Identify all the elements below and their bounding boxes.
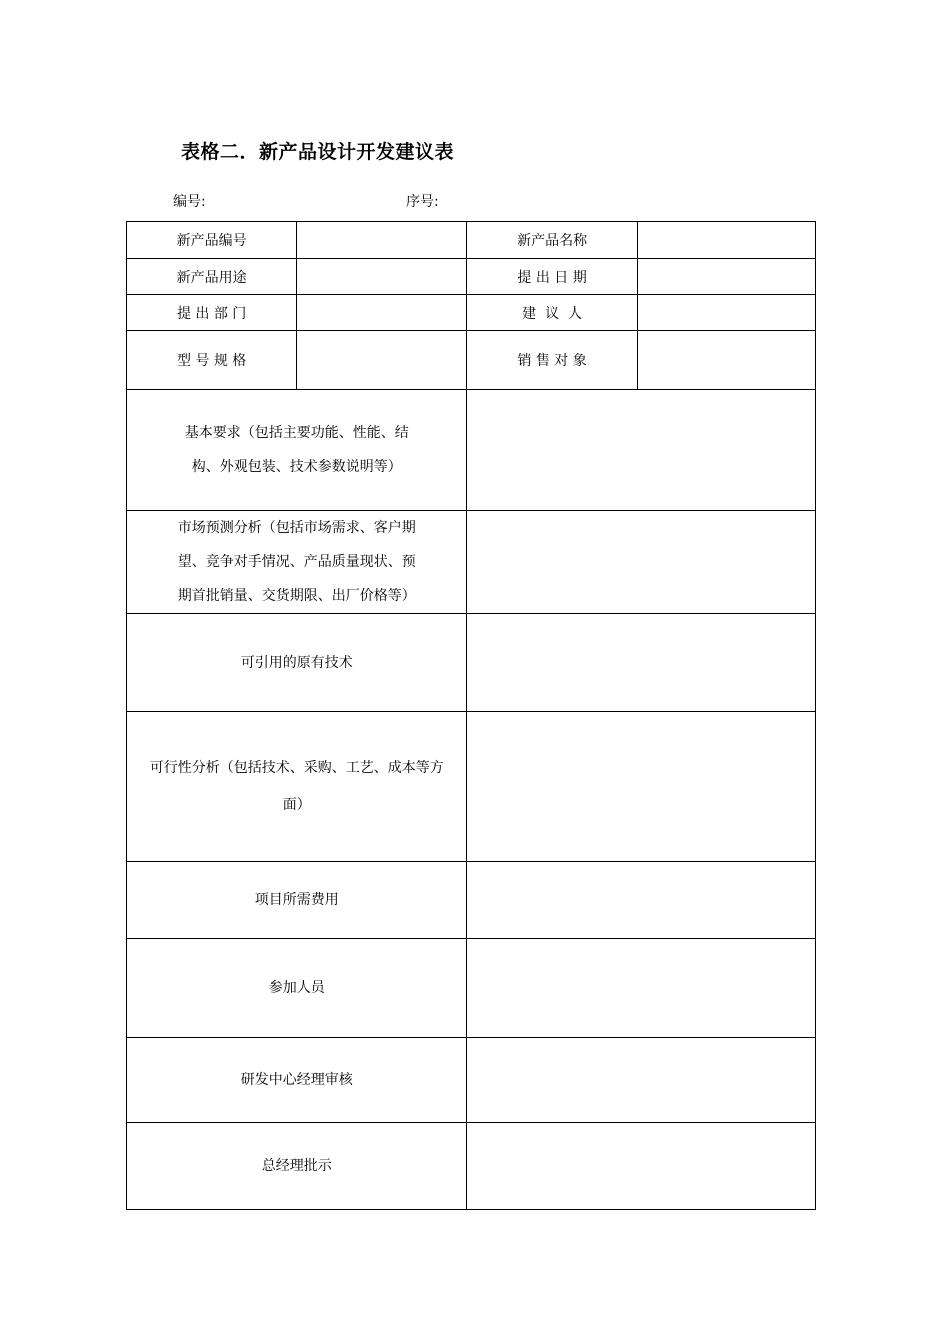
product-code-field[interactable] (297, 222, 467, 259)
page-title: 表格二．新产品设计开发建议表 (181, 141, 455, 163)
model-spec-field[interactable] (297, 331, 467, 390)
proposer-field[interactable] (637, 295, 815, 331)
existing-technology-field[interactable] (467, 614, 816, 712)
market-forecast-label: 市场预测分析（包括市场需求、客户期望、竞争对手情况、产品质量现状、预期首批销量、交货期限、出厂价格等） (127, 511, 467, 614)
project-cost-label: 项目所需费用 (127, 862, 467, 939)
proposal-date-label: 提 出 日 期 (467, 259, 637, 295)
table-row (127, 511, 816, 614)
table-row (127, 259, 816, 295)
product-usage-label: 新产品用途 (127, 259, 297, 295)
general-manager-approval-field[interactable] (467, 1123, 816, 1210)
table-row (127, 862, 816, 939)
table-row (127, 222, 816, 259)
feasibility-analysis-field[interactable] (467, 712, 816, 862)
proposer-label: 建 议 人 (467, 295, 637, 331)
sales-target-label: 销 售 对 象 (467, 331, 637, 390)
general-manager-approval-label: 总经理批示 (127, 1123, 467, 1210)
table-row (127, 1123, 816, 1210)
product-name-field[interactable] (637, 222, 815, 259)
proposal-date-field[interactable] (637, 259, 815, 295)
table-row (127, 1038, 816, 1123)
product-name-label: 新产品名称 (467, 222, 637, 259)
table-row (127, 295, 816, 331)
basic-requirements-field[interactable] (467, 390, 816, 511)
table-row (127, 939, 816, 1038)
table-row (127, 712, 816, 862)
table-row (127, 614, 816, 712)
serial-code-label: 编号: (173, 194, 206, 210)
project-cost-field[interactable] (467, 862, 816, 939)
basic-requirements-label: 基本要求（包括主要功能、性能、结构、外观包装、技术参数说明等） (127, 390, 467, 511)
sales-target-field[interactable] (637, 331, 815, 390)
product-usage-field[interactable] (297, 259, 467, 295)
feasibility-analysis-label: 可行性分析（包括技术、采购、工艺、成本等方面） (127, 712, 467, 862)
existing-technology-label: 可引用的原有技术 (127, 614, 467, 712)
participants-field[interactable] (467, 939, 816, 1038)
proposing-department-field[interactable] (297, 295, 467, 331)
rd-manager-review-label: 研发中心经理审核 (127, 1038, 467, 1123)
rd-manager-review-field[interactable] (467, 1038, 816, 1123)
market-forecast-field[interactable] (467, 511, 816, 614)
table-row (127, 331, 816, 390)
product-code-label: 新产品编号 (127, 222, 297, 259)
model-spec-label: 型 号 规 格 (127, 331, 297, 390)
participants-label: 参加人员 (127, 939, 467, 1038)
proposal-form-table (126, 221, 816, 1210)
table-row (127, 390, 816, 511)
proposing-department-label: 提 出 部 门 (127, 295, 297, 331)
sequence-number-label: 序号: (406, 194, 439, 210)
